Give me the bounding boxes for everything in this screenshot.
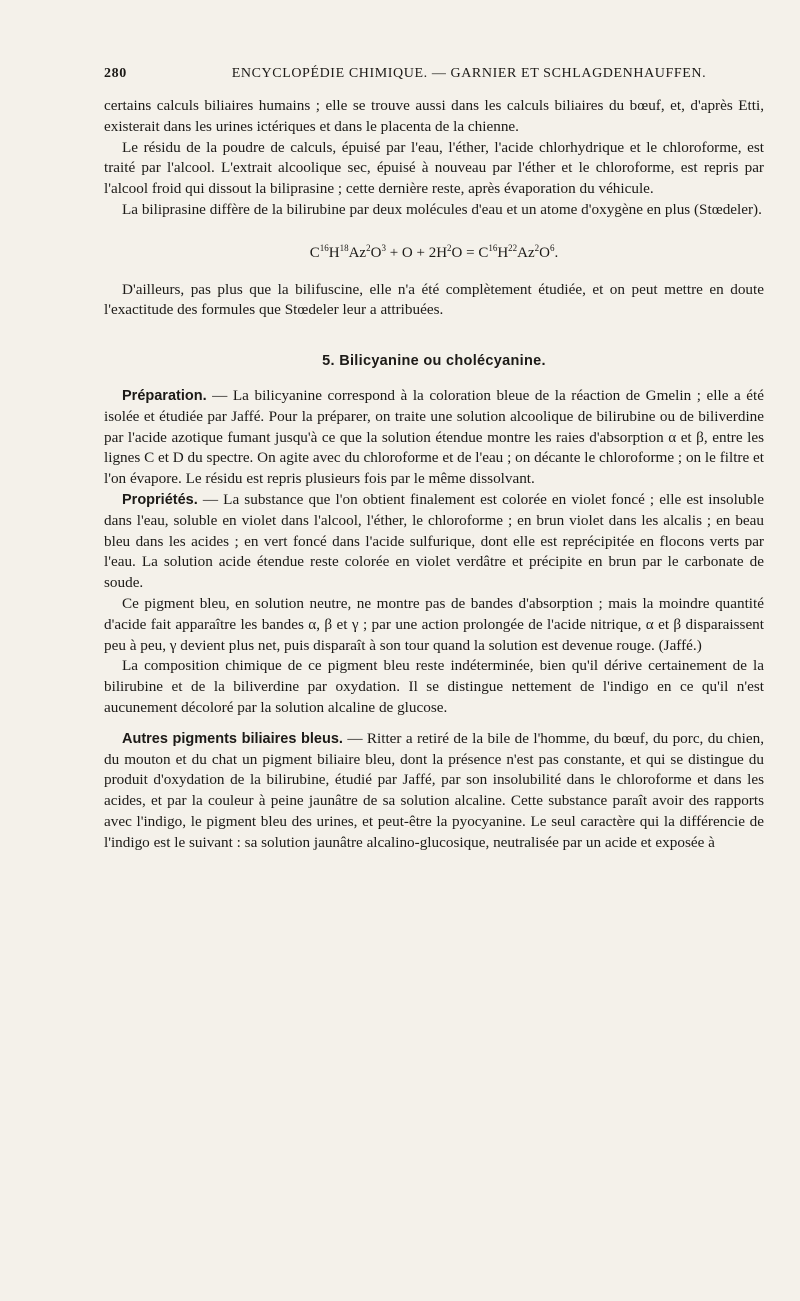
page-body [104,96,764,854]
section-heading: 5. Bilicyanine ou cholécyanine. [322,353,546,370]
rubric-label: Autres pigments biliaires bleus. [122,730,343,747]
rubric-label: Préparation. [122,387,207,404]
rubric-label: Propriétés. [122,491,198,508]
chemical-formula: $C^{16}H^{18}Az^2O^3 + O + 2H^2O = C^{16}H^{22}Az^2O^6$. [309,242,559,261]
paragraph: La composition chimique de ce pigment bleu reste indéterminée, bien qu'il dérive certainement de la bilirubine et de la biliverdine par oxydation. Il se distingue nettement de l'indigo en ce qu'il n'est aucunement décoloré par la solution alcaline de glucose. [104,657,764,716]
paragraph-preparation: Préparation. — La bilicyanine correspond à la coloration bleue de la réaction de Gmelin ; elle a été isolée et étudiée par Jaffé. Pour la préparer, on traite une solution alcoolique de bilirubine ou de biliverdine par l'acide azotique fumant jusqu'à ce que la solution étendue montre les raies d'absorption α et β, entre les lignes C et D du spectre. On agite avec du chloroforme et de l'eau ; on décante le chloroforme ; on le filtre et l'on évapore. Le résidu est repris plusieurs fois par le même dissolvant. [104,386,764,488]
paragraph: Ce pigment bleu, en solution neutre, ne montre pas de bandes d'absorption ; mais la moindre quantité d'acide fait apparaître les bandes α, β et γ ; par une action prolongée de l'acide nitrique, α et β disparaissent peu à peu, γ devient plus net, puis disparaît à son tour quand la solution est devenue rouge. (Jaffé.) [104,594,764,654]
paragraph: D'ailleurs, pas plus que la bilifuscine, elle n'a été complètement étudiée, et on peut mettre en doute l'exactitude des formules que Stœdeler leur a attribuées. [104,280,764,319]
paragraph: certains calculs biliaires humains ; elle se trouve aussi dans les calculs biliaires du bœuf, et, d'après Etti, existerait dans les urines ictériques et dans le placenta de la chienne. [104,97,764,135]
running-title: ENCYCLOPÉDIE CHIMIQUE. — GARNIER ET SCHLAGDENHAUFFEN. [231,66,707,81]
page-number: 280 [104,66,127,81]
paragraph: Le résidu de la poudre de calculs, épuisé par l'eau, l'éther, l'acide chlorhydrique et le chloroforme, est traité par l'alcool. L'extrait alcoolique sec, épuisé à nouveau par l'éther et le chloroforme, est repris par l'alcool froid qui dissout la biliprasine ; cette dernière reste, après évaporation du véhicule. [104,138,764,198]
paragraph: La biliprasine diffère de la bilirubine par deux molécules d'eau et un atome d'oxygène en plus (Stœdeler). [122,200,762,218]
paragraph-autres-pigments: Autres pigments biliaires bleus. — Ritter a retiré de la bile de l'homme, du bœuf, du porc, du chien, du mouton et du chat un pigment biliaire bleu, dont la présence n'est pas constante, et qui se distingue du produit d'oxydation de la bilirubine, étudié par Jaffé, par son insolubilité dans le chloroforme et dans les acides, et par la couleur à peine jaunâtre de sa solution alcaline. Cette substance paraît avoir des rapports avec l'indigo, le pigment bleu des urines, et peut-être la pyocyanine. Le seul caractère qui la différencie de l'indigo est le suivant : sa solution jaunâtre alcalino-glucosique, neutralisée par un acide et exposée à [104,729,764,851]
running-head [104,66,764,82]
paragraph-proprietes: Propriétés. — La substance que l'on obtient finalement est colorée en violet foncé ; elle est insoluble dans l'eau, soluble en violet dans l'alcool, l'éther, le chloroforme ; en brun violet dans les alcalis ; en beau bleu dans les acides ; en vert foncé dans l'acide sulfurique, dont elle est reprécipitée en flocons verts par l'eau. La solution acide étendue reste colorée en violet verdâtre et précipite en brun par le carbonate de soude. [104,490,764,592]
